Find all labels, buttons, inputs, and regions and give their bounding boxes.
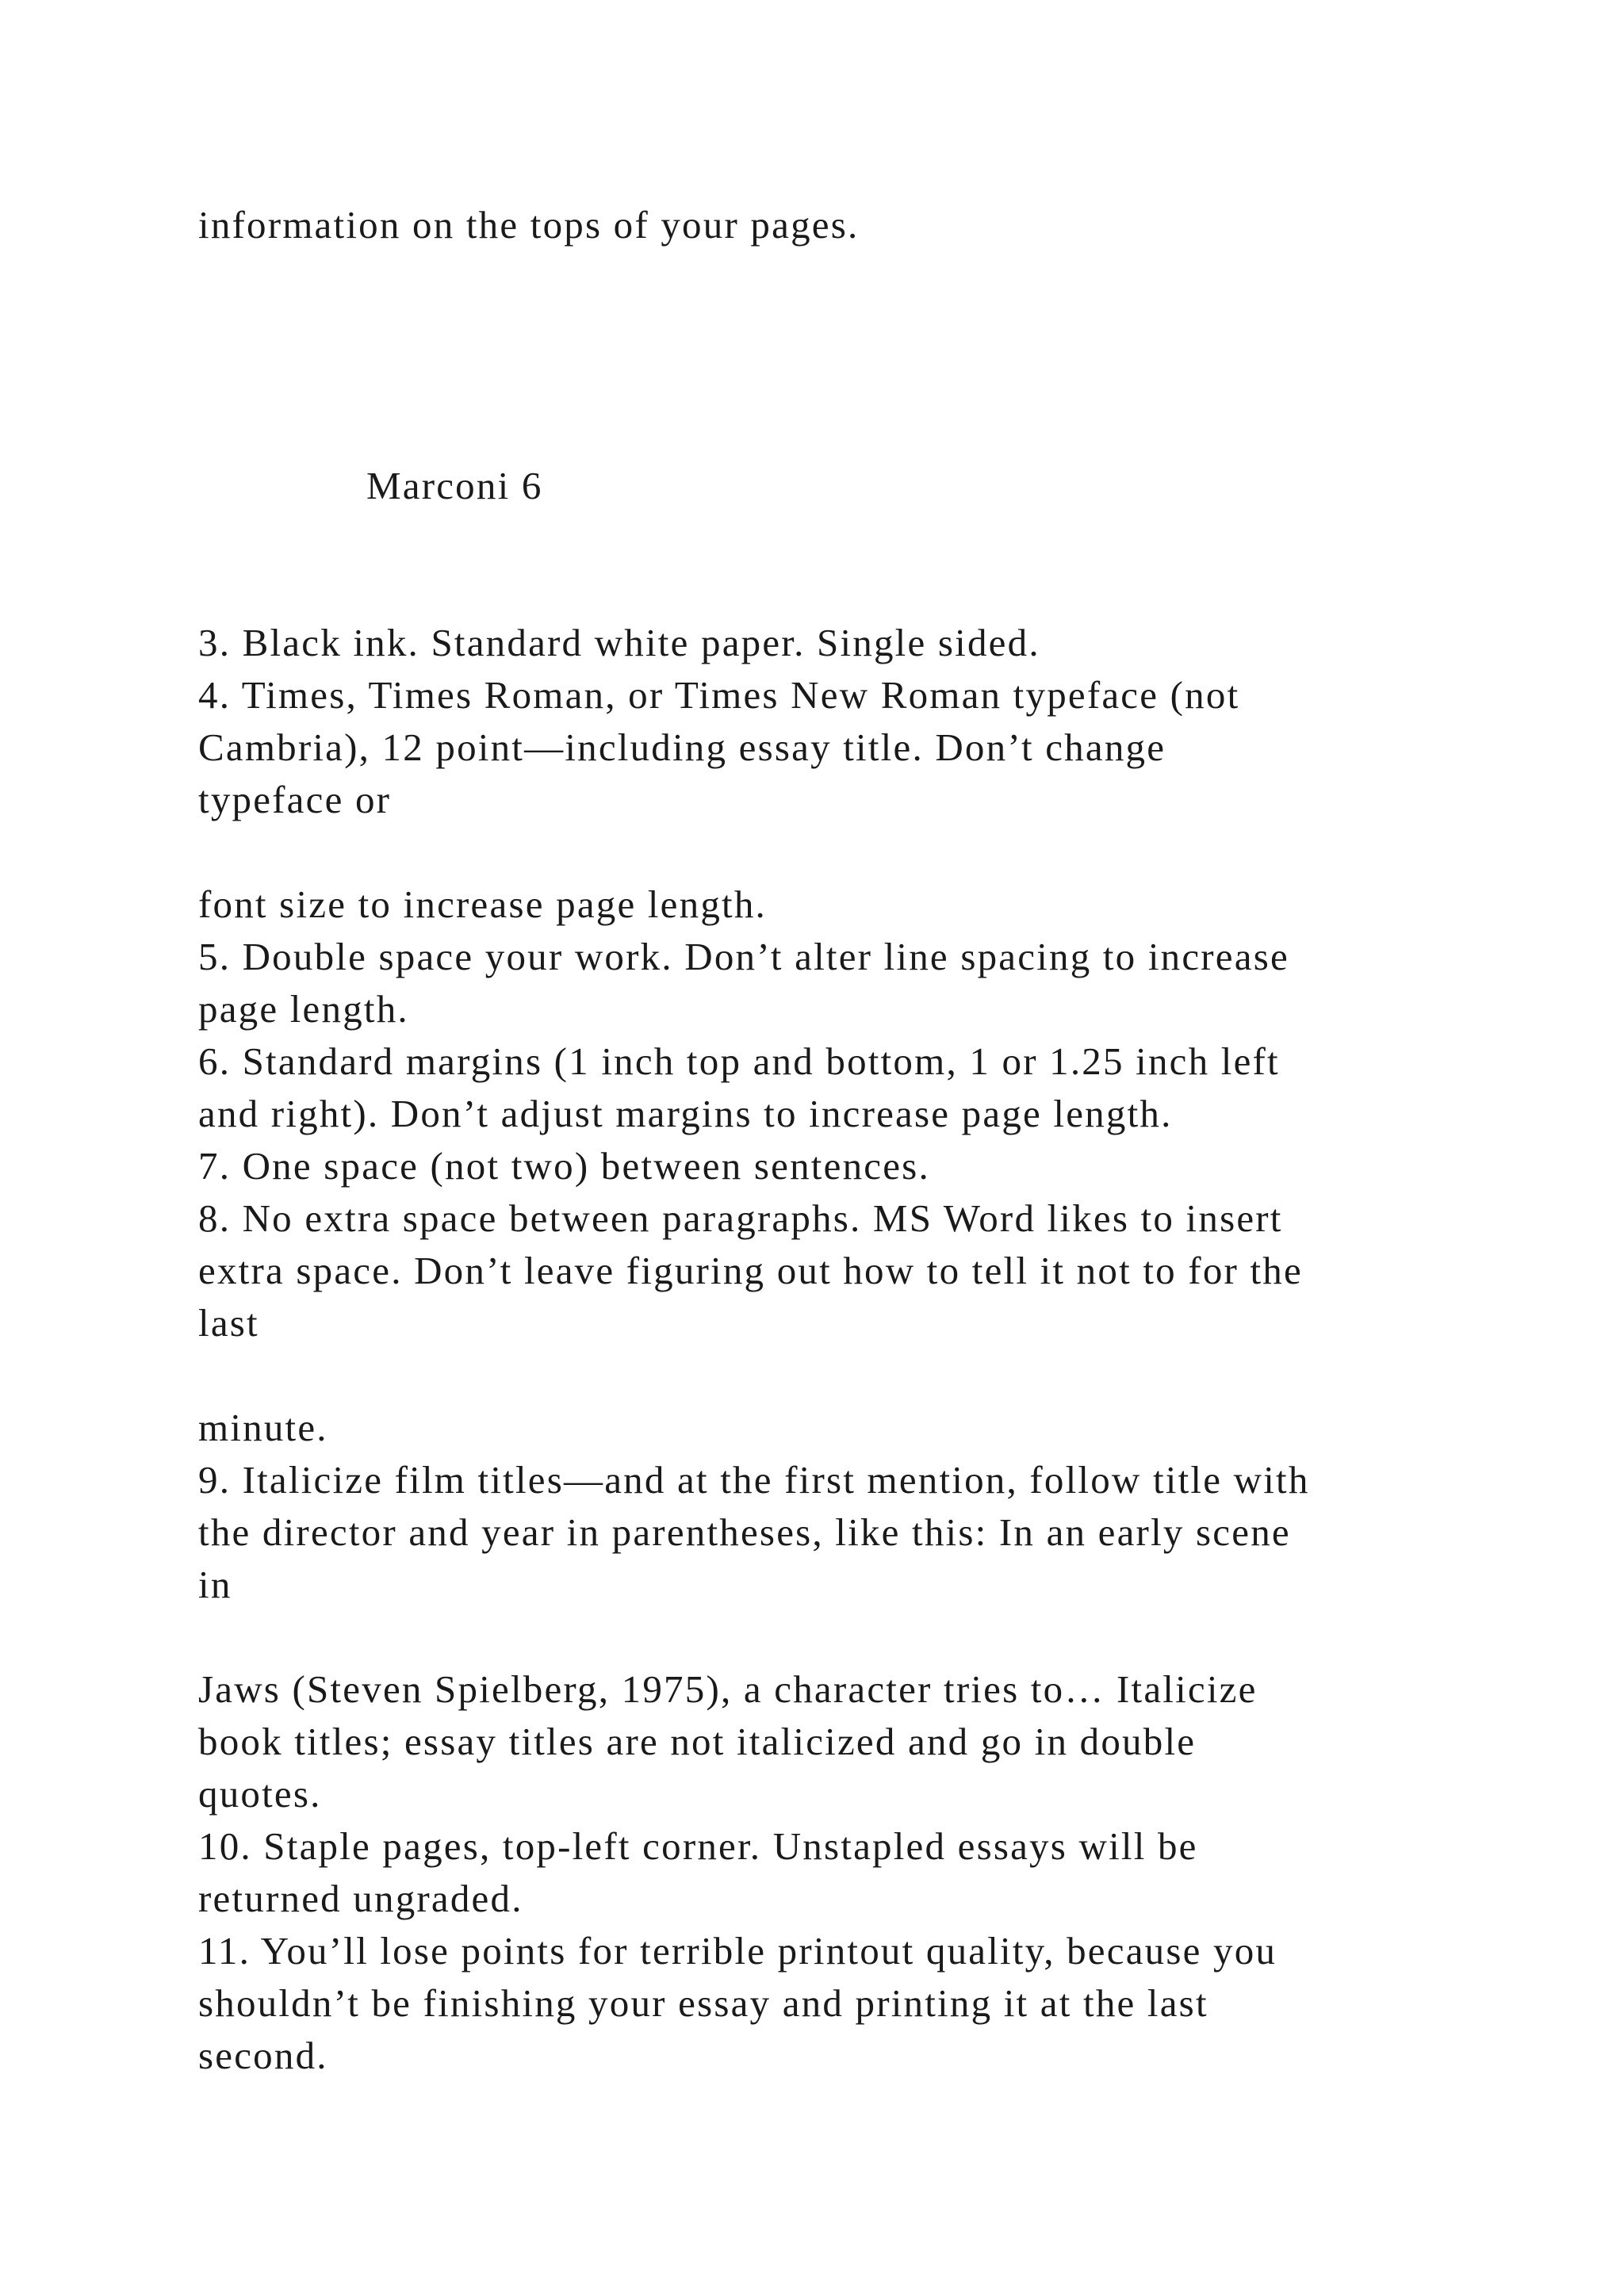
text-line: the director and year in parentheses, like this: In an early scene bbox=[198, 1510, 1291, 1554]
text-line: Cambria), 12 point—including essay title. Don’t change bbox=[198, 725, 1166, 769]
text-line: returned ungraded. bbox=[198, 1877, 523, 1920]
text-line: information on the tops of your pages. bbox=[198, 203, 860, 247]
text-line: page length. bbox=[198, 987, 409, 1031]
text-line: extra space. Don’t leave figuring out how to tell it not to for the bbox=[198, 1249, 1303, 1292]
text-line: font size to increase page length. bbox=[198, 882, 767, 926]
text-line: 11. You’ll lose points for terrible printout quality, because you bbox=[198, 1929, 1277, 1973]
text-line: 3. Black ink. Standard white paper. Single sided. bbox=[198, 621, 1040, 664]
text-line: shouldn’t be finishing your essay and printing it at the last bbox=[198, 1981, 1208, 2025]
text-line: book titles; essay titles are not italicized and go in double bbox=[198, 1720, 1197, 1763]
text-line: Jaws (Steven Spielberg, 1975), a character tries to… Italicize bbox=[198, 1667, 1258, 1711]
text-line: 9. Italicize film titles—and at the first mention, follow title with bbox=[198, 1458, 1310, 1502]
text-line: 4. Times, Times Roman, or Times New Roman typeface (not bbox=[198, 673, 1240, 717]
text-line: 10. Staple pages, top-left corner. Unstapled essays will be bbox=[198, 1824, 1198, 1868]
text-line: last bbox=[198, 1301, 259, 1345]
text-line: in bbox=[198, 1563, 232, 1606]
text-line: minute. bbox=[198, 1406, 328, 1449]
text-line: second. bbox=[198, 2034, 328, 2077]
running-header: Marconi 6 bbox=[366, 464, 543, 507]
text-line: and right). Don’t adjust margins to increase page length. bbox=[198, 1092, 1173, 1135]
text-line: 8. No extra space between paragraphs. MS Word likes to insert bbox=[198, 1196, 1283, 1240]
text-line: 6. Standard margins (1 inch top and bottom, 1 or 1.25 inch left bbox=[198, 1039, 1280, 1083]
text-line: quotes. bbox=[198, 1772, 322, 1816]
text-line: 5. Double space your work. Don’t alter line spacing to increase bbox=[198, 935, 1289, 978]
text-line: typeface or bbox=[198, 778, 392, 821]
text-line: 7. One space (not two) between sentences. bbox=[198, 1144, 930, 1188]
